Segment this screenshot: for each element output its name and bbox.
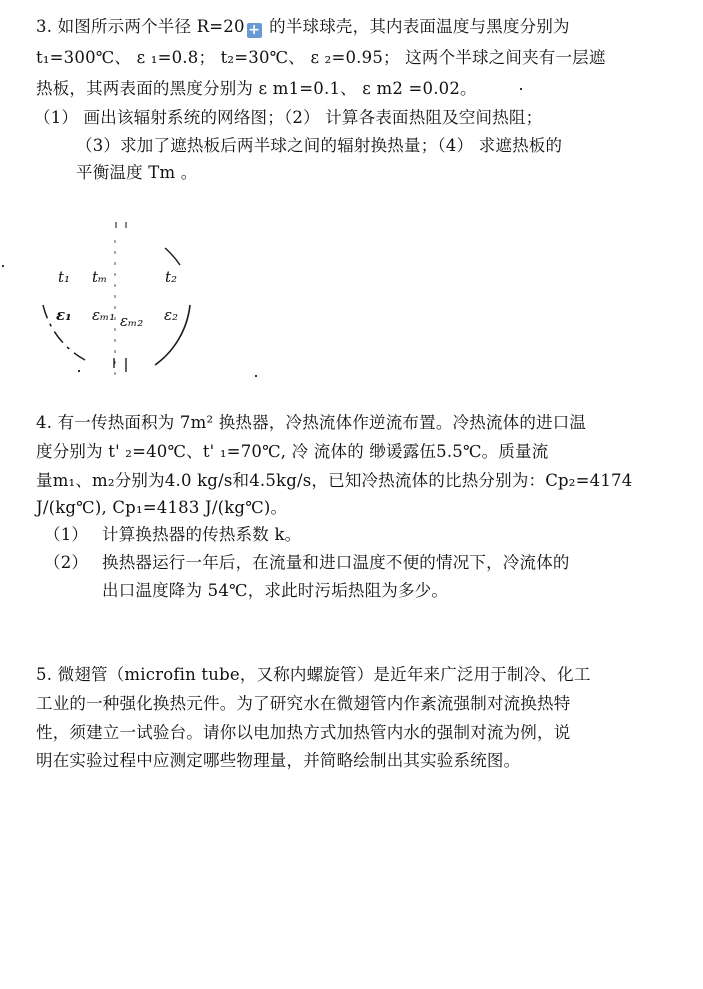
scan-speck (2, 265, 4, 267)
label-e2: ε₂ (164, 306, 179, 324)
q4-line-4: J/(kg℃), Cp₁=4183 J/(kg℃)。 (36, 498, 288, 517)
q3-line-6: 平衡温度 Tm 。 (76, 163, 198, 182)
q4-sub-2 (44, 552, 570, 574)
scan-speck (520, 88, 522, 90)
q4-sub-1-number: （1） (44, 525, 89, 544)
q5-line-3: 性，须建立一试验台。请你以电加热方式加热管内水的强制对流为例，说 (36, 723, 571, 742)
q4-line-1: 4. 有一传热面积为 7m² 换热器，冷热流体作逆流布置。冷热流体的进口温 (36, 413, 587, 432)
q3-line-1-text-b: 的半球球壳，其内表面温度与黑度分别为 (263, 17, 570, 36)
hemisphere-diagram (30, 210, 250, 385)
label-tm: tₘ (92, 268, 108, 286)
q4-sub-2-text: 换热器运行一年后，在流量和进口温度不便的情况下，冷流体的 (102, 553, 570, 572)
q4-sub-1 (44, 524, 301, 546)
q3-line-3: 热板，其两表面的黑度分别为 ε m1=0.1、 ε m2 =0.02。 (36, 79, 477, 98)
q3-line-1-text-a: 3. 如图所示两个半径 R=20 (36, 17, 245, 36)
scan-speck (78, 370, 80, 372)
q4-sub-2-cont: 出口温度降为 54℃，求此时污垢热阻为多少。 (102, 581, 449, 600)
q5-line-1: 5. 微翅管（microfin tube，又称内螺旋管）是近年来广泛用于制冷、化工 (36, 665, 591, 684)
label-em2: εₘ₂ (120, 312, 144, 330)
label-em1: εₘ₁ (92, 306, 116, 324)
label-t1: t₁ (58, 268, 71, 286)
q4-sub-2-number: （2） (44, 553, 89, 572)
q4-line-2: 度分别为 t' ₂=40℃、t' ₁=70℃, 冷 流体的 缈谖露伍5.5℃。质量流 (36, 442, 549, 461)
q3-line-2: t₁=300℃、 ε ₁=0.8； t₂=30℃、 ε ₂=0.95； 这两个半球之间夹有一层遮 (36, 48, 606, 67)
q5-line-4: 明在实验过程中应测定哪些物理量，并简略绘制出其实验系统图。 (36, 751, 521, 770)
q3-line-1 (36, 16, 570, 38)
plus-icon[interactable]: + (248, 22, 261, 38)
sphere-outline-icon (30, 210, 250, 385)
q5-line-2: 工业的一种强化换热元件。为了研究水在微翅管内作紊流强制对流换热特 (36, 694, 571, 713)
q4-line-3: 量m₁、m₂分别为4.0 kg/s和4.5kg/s，已知冷热流体的比热分别为：Cp₂=4174 (36, 471, 633, 490)
label-t2: t₂ (165, 268, 178, 286)
q3-line-4: （1） 画出该辐射系统的网络图；（2） 计算各表面热阻及空间热阻； (34, 108, 543, 127)
q4-sub-1-text: 计算换热器的传热系数 k。 (102, 525, 302, 544)
q3-line-5: （3）求加了遮热板后两半球之间的辐射换热量；（4） 求遮热板的 (76, 136, 563, 155)
label-e1: ε₁ (56, 306, 72, 324)
scan-speck (255, 375, 257, 377)
